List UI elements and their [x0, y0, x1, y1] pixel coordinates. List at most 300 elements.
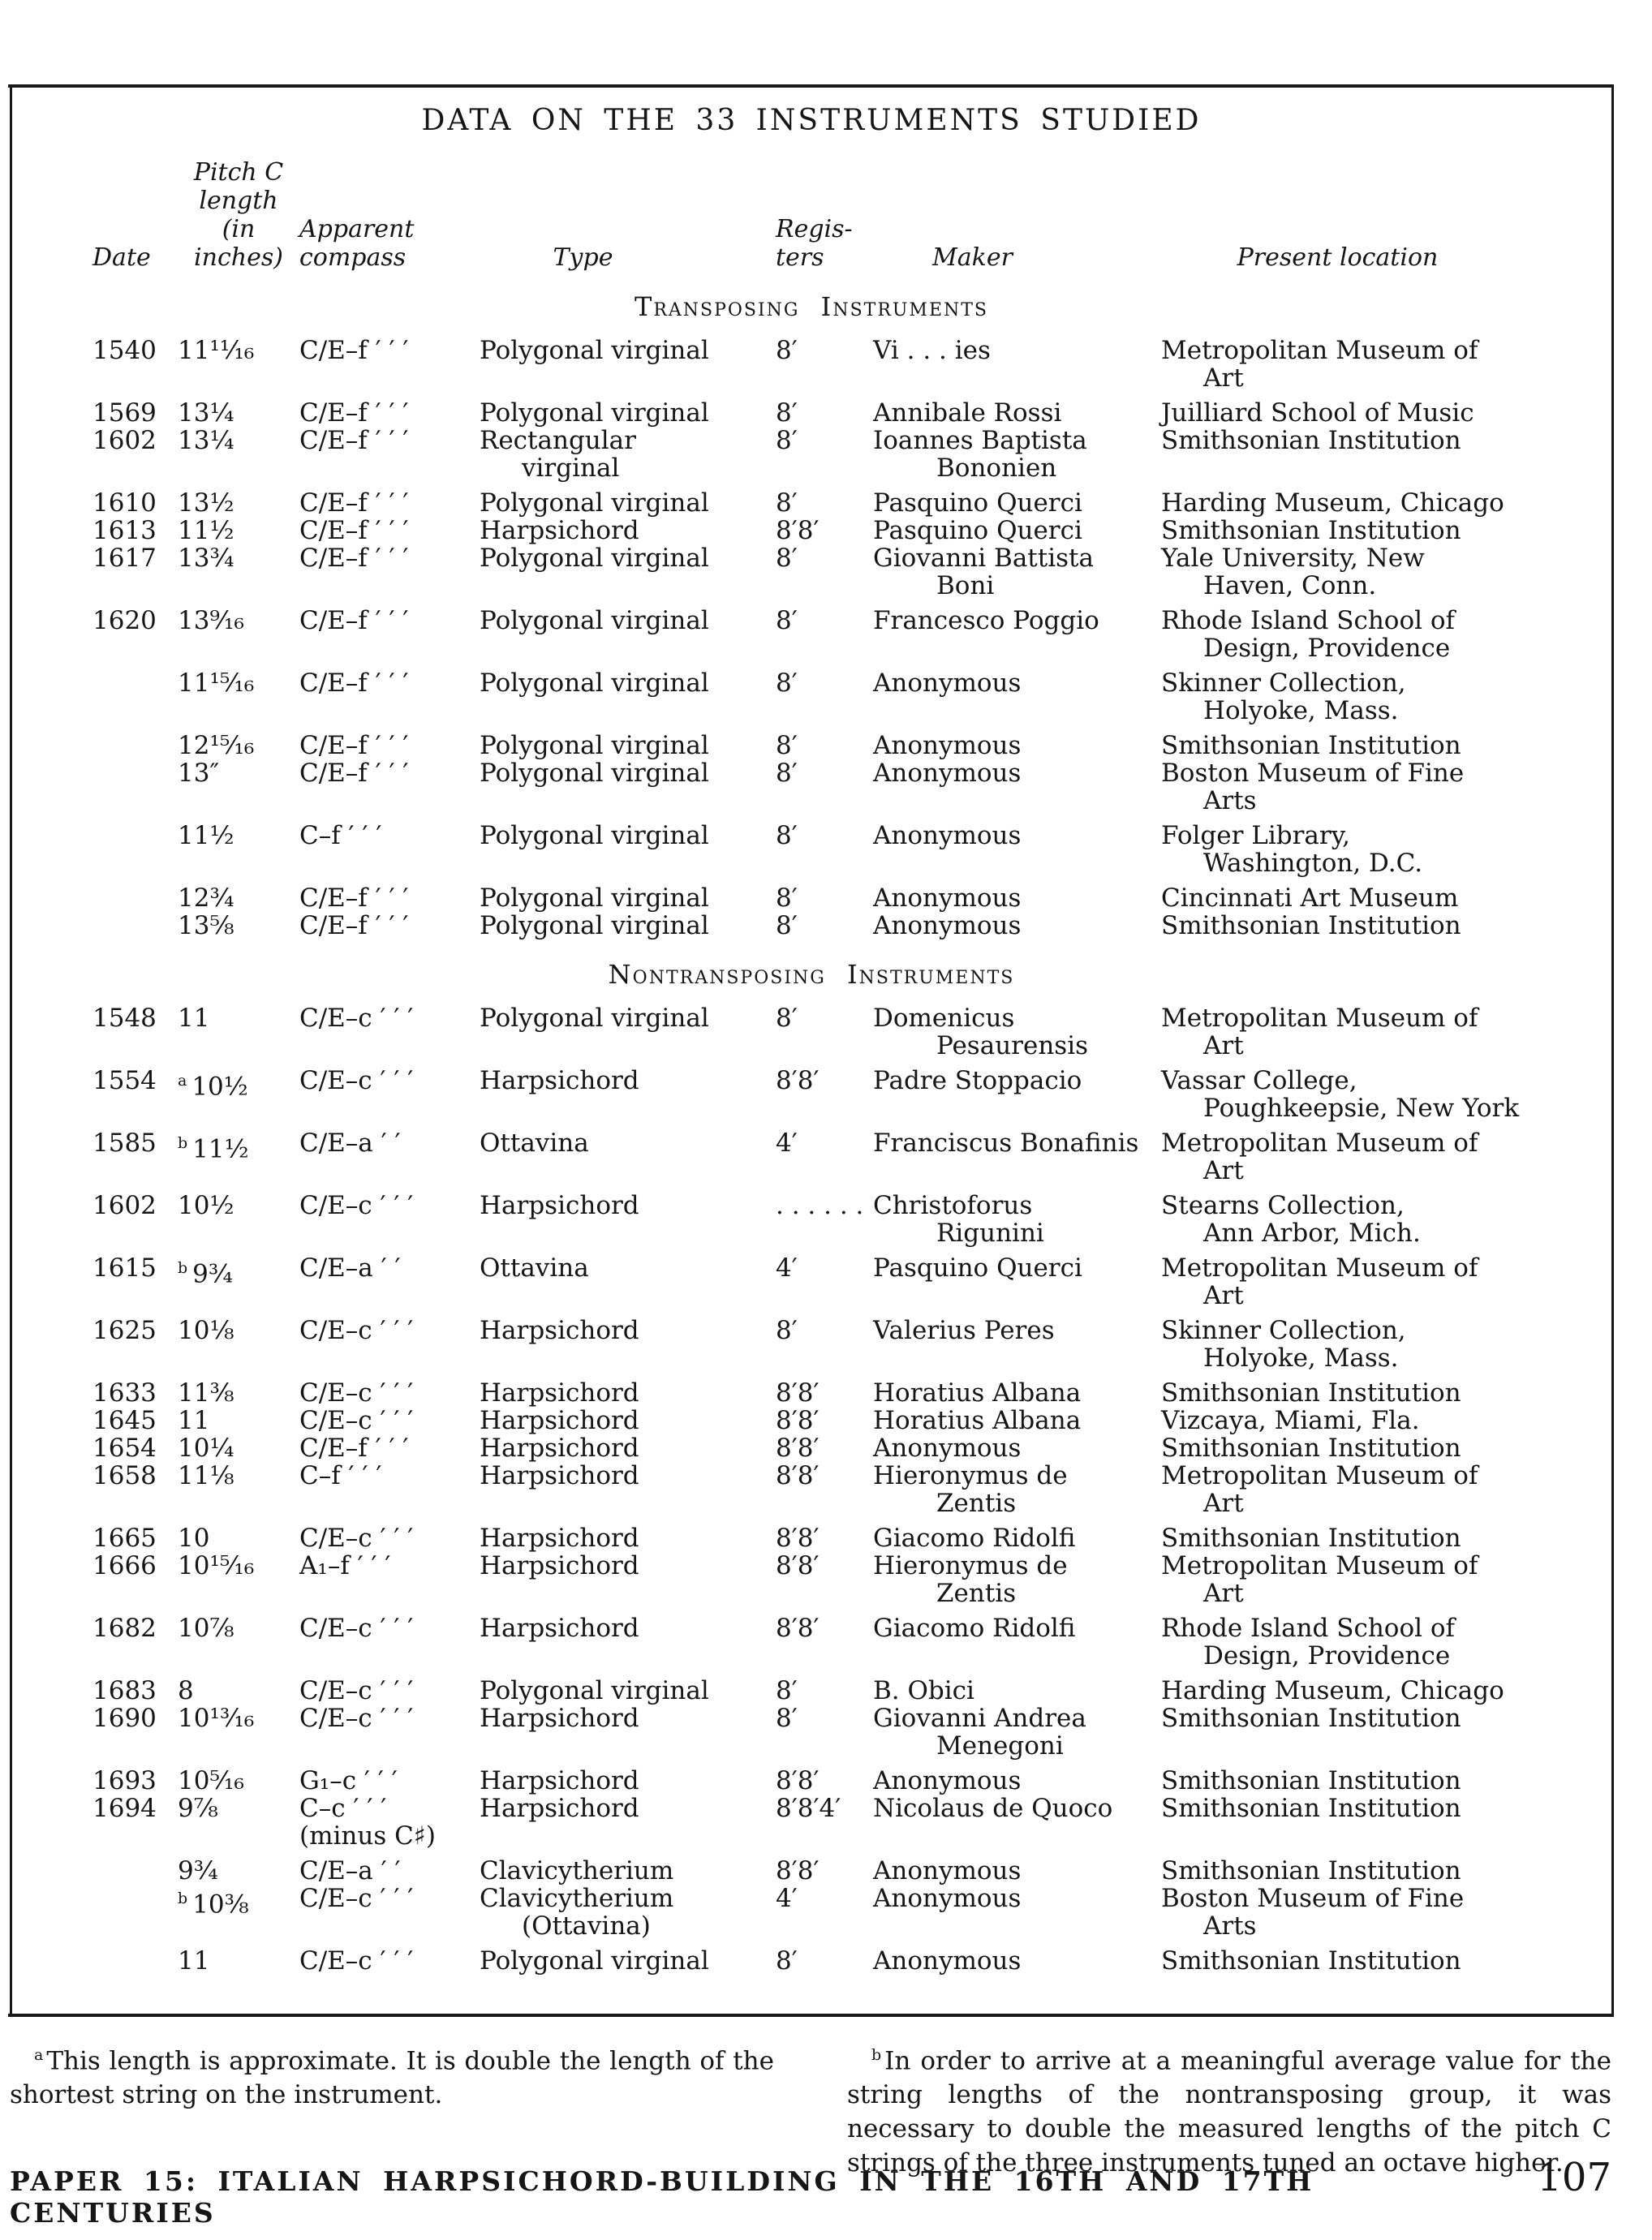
cell-line: Metropolitan Museum of	[1161, 1129, 1478, 1158]
cell-location	[1161, 1129, 1611, 1184]
cell-line: Smithsonian Institution	[1161, 516, 1461, 545]
cell-date	[92, 399, 178, 427]
cell-line: Art	[1203, 1281, 1244, 1310]
cell-line: C/E–f ′ ′ ′	[299, 336, 409, 365]
cell-line: 1554	[92, 1066, 157, 1095]
pitch-value: 12¾	[178, 884, 234, 913]
cell-type	[480, 912, 776, 939]
cell-line: Washington, D.C.	[1203, 849, 1423, 878]
cell-compass	[299, 1947, 480, 1975]
cell-line: C/E–f ′ ′ ′	[299, 911, 409, 940]
cell-line: Juilliard School of Music	[1161, 398, 1474, 428]
cell-line: C/E–f ′ ′ ′	[299, 488, 409, 518]
cell-compass	[299, 1379, 480, 1407]
cell-compass	[299, 1254, 480, 1309]
cell-date	[92, 1254, 178, 1309]
cell-line: 1602	[92, 1191, 157, 1220]
cell-line: Polygonal virginal	[480, 488, 709, 518]
cell-line: Design, Providence	[1203, 1641, 1451, 1670]
cell-line: C/E–c ′ ′ ′	[299, 1704, 414, 1733]
cell-location	[1161, 732, 1611, 759]
cell-line: 1615	[92, 1253, 157, 1283]
cell-line: 8′	[776, 1004, 798, 1033]
table-row	[11, 1524, 1611, 1552]
cell-date	[92, 884, 178, 912]
cell-line: Harding Museum, Chicago	[1161, 1676, 1504, 1705]
cell-pitch	[178, 1885, 299, 1940]
cell-line: Harpsichord	[480, 1066, 639, 1095]
footnote-marker: b	[178, 1134, 188, 1152]
cell-pitch	[178, 544, 299, 600]
cell-location	[1161, 1677, 1611, 1705]
cell-type	[480, 1947, 776, 1975]
cell-line: Polygonal virginal	[480, 884, 709, 913]
section-heading: Nontransposing Instruments	[608, 959, 1015, 990]
cell-line: Cincinnati Art Museum	[1161, 884, 1459, 913]
cell-type	[480, 1192, 776, 1247]
cell-registers	[776, 1614, 873, 1670]
cell-line: Art	[1203, 1579, 1244, 1608]
cell-date	[92, 517, 178, 544]
cell-line: C/E–f ′ ′ ′	[299, 606, 409, 635]
cell-location	[1161, 427, 1611, 482]
cell-line: Smithsonian Institution	[1161, 1378, 1461, 1408]
cell-line: 1658	[92, 1461, 157, 1490]
cell-line: Franciscus Bonafinis	[873, 1129, 1139, 1158]
cell-type	[480, 1767, 776, 1795]
cell-registers	[776, 337, 873, 392]
cell-type	[480, 1462, 776, 1517]
cell-line: Art	[1203, 363, 1244, 393]
cell-date	[92, 1705, 178, 1760]
cell-location	[1161, 1947, 1611, 1975]
cell-line: Polygonal virginal	[480, 669, 709, 698]
cell-line: C/E–f ′ ′ ′	[299, 426, 409, 455]
table-row	[11, 1795, 1611, 1850]
cell-date	[92, 1067, 178, 1122]
cell-registers	[776, 427, 873, 482]
cell-pitch	[178, 427, 299, 482]
cell-line: Smithsonian Institution	[1161, 1794, 1461, 1823]
header-line: Maker	[932, 243, 1013, 272]
cell-line: C/E–c ′ ′ ′	[299, 1946, 414, 1976]
header-line: Pitch C	[193, 158, 284, 187]
cell-line: Holyoke, Mass.	[1203, 1344, 1399, 1373]
cell-line: Zentis	[936, 1489, 1017, 1518]
cell-pitch	[178, 607, 299, 662]
pitch-value: 10⅛	[178, 1316, 234, 1345]
cell-pitch	[178, 1317, 299, 1372]
cell-type	[480, 1524, 776, 1552]
cell-line: Harding Museum, Chicago	[1161, 488, 1504, 518]
cell-line: Art	[1203, 1489, 1244, 1518]
cell-line: Harpsichord	[480, 1766, 639, 1795]
cell-line: 1666	[92, 1551, 157, 1580]
cell-line: Polygonal virginal	[480, 336, 709, 365]
cell-line: Pasquino Querci	[873, 516, 1082, 545]
cell-pitch	[178, 884, 299, 912]
cell-line: Skinner Collection,	[1161, 669, 1406, 698]
cell-location	[1161, 912, 1611, 939]
cell-pitch	[178, 337, 299, 392]
cell-line: 8′8′	[776, 1614, 820, 1643]
cell-line: C/E–f ′ ′ ′	[299, 516, 409, 545]
cell-compass	[299, 1857, 480, 1885]
cell-line: C/E–a ′ ′	[299, 1253, 401, 1283]
cell-line: 1694	[92, 1794, 157, 1823]
cell-registers	[776, 1434, 873, 1462]
column-header-type	[480, 243, 776, 272]
cell-line: Harpsichord	[480, 1524, 639, 1553]
cell-line: 1617	[92, 544, 157, 573]
cell-line: Skinner Collection,	[1161, 1316, 1406, 1345]
cell-line: Metropolitan Museum of	[1161, 1551, 1478, 1580]
cell-line: Zentis	[936, 1579, 1017, 1608]
cell-pitch	[178, 1524, 299, 1552]
table-bottom-rule	[8, 2014, 1614, 2017]
cell-line: Polygonal virginal	[480, 1004, 709, 1033]
cell-line: Polygonal virginal	[480, 1676, 709, 1705]
cell-date	[92, 669, 178, 724]
table-row	[11, 399, 1611, 427]
cell-line: 8′	[776, 488, 798, 518]
cell-type	[480, 544, 776, 600]
cell-compass	[299, 1004, 480, 1060]
cell-pitch	[178, 732, 299, 759]
cell-location	[1161, 1552, 1611, 1607]
pitch-value: 13″	[178, 759, 220, 788]
cell-maker	[873, 1524, 1161, 1552]
pitch-value: 13¾	[178, 544, 234, 573]
table-row	[11, 1462, 1611, 1517]
cell-line: 1665	[92, 1524, 157, 1553]
cell-registers	[776, 607, 873, 662]
cell-line: Valerius Peres	[873, 1316, 1055, 1345]
cell-type	[480, 1379, 776, 1407]
cell-compass	[299, 1524, 480, 1552]
cell-maker	[873, 669, 1161, 724]
cell-pitch	[178, 1067, 299, 1122]
footnote-a-text: This length is approximate. It is double the length of the shortest string on the instrument.	[10, 2046, 774, 2110]
cell-date	[92, 1857, 178, 1885]
header-line: (in	[222, 215, 256, 243]
cell-date	[92, 1767, 178, 1795]
pitch-value: 10⅜	[192, 1890, 249, 1920]
table-row	[11, 1677, 1611, 1705]
cell-line: 8′8′	[776, 1066, 820, 1095]
cell-location	[1161, 1705, 1611, 1760]
cell-type	[480, 884, 776, 912]
cell-line: 1585	[92, 1129, 157, 1158]
cell-line: Stearns Collection,	[1161, 1191, 1405, 1220]
table-row	[11, 912, 1611, 939]
cell-line: Polygonal virginal	[480, 1946, 709, 1976]
cell-line: Arts	[1203, 786, 1257, 815]
header-line: Date	[92, 243, 151, 272]
cell-line: 4′	[776, 1129, 798, 1158]
cell-type	[480, 337, 776, 392]
cell-line: C/E–a ′ ′	[299, 1129, 401, 1158]
cell-date	[92, 1947, 178, 1975]
cell-line: Horatius Albana	[873, 1378, 1082, 1408]
cell-registers	[776, 1885, 873, 1940]
cell-line: Smithsonian Institution	[1161, 1856, 1461, 1885]
table-row	[11, 607, 1611, 662]
cell-line: Pasquino Querci	[873, 488, 1082, 518]
table-header-row	[11, 158, 1611, 272]
cell-registers	[776, 732, 873, 759]
cell-line: Hieronymus de	[873, 1551, 1068, 1580]
table-row	[11, 1004, 1611, 1060]
cell-line: Christoforus	[873, 1191, 1033, 1220]
column-header-compass	[299, 215, 480, 272]
cell-line: Metropolitan Museum of	[1161, 1004, 1478, 1033]
cell-line: 8′	[776, 731, 798, 760]
cell-registers	[776, 544, 873, 600]
table-row	[11, 1129, 1611, 1184]
cell-line: . . . . . .	[776, 1191, 864, 1220]
cell-line: Clavicytherium	[480, 1856, 674, 1885]
table-row	[11, 669, 1611, 724]
cell-line: (minus C♯)	[299, 1821, 436, 1851]
cell-maker	[873, 427, 1161, 482]
footnote-a	[10, 2038, 774, 2112]
cell-line: Smithsonian Institution	[1161, 1434, 1461, 1463]
cell-type	[480, 1705, 776, 1760]
cell-registers	[776, 1552, 873, 1607]
cell-line: Metropolitan Museum of	[1161, 1253, 1478, 1283]
cell-line: 8′8′	[776, 1856, 820, 1885]
cell-line: 8′	[776, 1316, 798, 1345]
cell-line: 1633	[92, 1378, 157, 1408]
page-footer	[10, 2155, 1611, 2229]
pitch-value: 10½	[191, 1072, 248, 1102]
header-line: Present location	[1237, 243, 1439, 272]
cell-line: Harpsichord	[480, 1378, 639, 1408]
cell-line: Bononien	[936, 454, 1057, 483]
pitch-value: 11	[178, 1946, 210, 1976]
cell-maker	[873, 822, 1161, 877]
cell-line: 8′8′	[776, 1551, 820, 1580]
cell-line: C/E–c ′ ′ ′	[299, 1524, 414, 1553]
table-content	[11, 104, 1611, 1975]
cell-compass	[299, 1767, 480, 1795]
cell-registers	[776, 759, 873, 815]
cell-line: Nicolaus de Quoco	[873, 1794, 1113, 1823]
cell-line: Vassar College,	[1161, 1066, 1357, 1095]
cell-pitch	[178, 1677, 299, 1705]
cell-line: C–f ′ ′ ′	[299, 1461, 382, 1490]
cell-type	[480, 759, 776, 815]
cell-line: virginal	[522, 454, 620, 483]
cell-type	[480, 1614, 776, 1670]
cell-line: C/E–c ′ ′ ′	[299, 1614, 414, 1643]
cell-line: 8′8′	[776, 1524, 820, 1553]
table-row	[11, 1434, 1611, 1462]
cell-date	[92, 1614, 178, 1670]
cell-compass	[299, 669, 480, 724]
cell-line: 1645	[92, 1406, 157, 1435]
pitch-value: 11¹⁵⁄₁₆	[178, 669, 255, 698]
footnote-marker: b	[178, 1259, 188, 1277]
cell-date	[92, 489, 178, 517]
pitch-value: 11½	[178, 516, 234, 545]
cell-line: Anonymous	[873, 1856, 1022, 1885]
cell-pitch	[178, 1795, 299, 1850]
cell-maker	[873, 517, 1161, 544]
cell-line: Annibale Rossi	[873, 398, 1062, 428]
pitch-value: 11⅛	[178, 1461, 234, 1490]
cell-type	[480, 1067, 776, 1122]
cell-registers	[776, 1379, 873, 1407]
cell-line: Giacomo Ridolfi	[873, 1524, 1076, 1553]
cell-type	[480, 489, 776, 517]
header-line: inches)	[194, 243, 283, 272]
cell-type	[480, 1795, 776, 1850]
cell-compass	[299, 1462, 480, 1517]
cell-type	[480, 1004, 776, 1060]
cell-date	[92, 1379, 178, 1407]
cell-line: C/E–c ′ ′ ′	[299, 1191, 414, 1220]
cell-compass	[299, 1885, 480, 1940]
cell-line: 8′	[776, 606, 798, 635]
cell-date	[92, 759, 178, 815]
cell-line: 4′	[776, 1253, 798, 1283]
cell-type	[480, 1434, 776, 1462]
cell-line: Domenicus	[873, 1004, 1015, 1033]
cell-line: C–f ′ ′ ′	[299, 821, 382, 850]
pitch-value: 8	[178, 1676, 194, 1705]
cell-line: Padre Stoppacio	[873, 1066, 1082, 1095]
cell-line: Harpsichord	[480, 1461, 639, 1490]
cell-type	[480, 427, 776, 482]
cell-location	[1161, 1857, 1611, 1885]
cell-date	[92, 607, 178, 662]
pitch-value: 9¾	[192, 1259, 233, 1289]
cell-date	[92, 544, 178, 600]
cell-type	[480, 732, 776, 759]
cell-line: Harpsichord	[480, 516, 639, 545]
cell-maker	[873, 1885, 1161, 1940]
cell-compass	[299, 822, 480, 877]
cell-pitch	[178, 1462, 299, 1517]
cell-line: Francesco Poggio	[873, 606, 1099, 635]
cell-compass	[299, 1067, 480, 1122]
cell-location	[1161, 1192, 1611, 1247]
table-row	[11, 1067, 1611, 1122]
column-header-maker	[873, 243, 1161, 272]
cell-line: 8′	[776, 544, 798, 573]
cell-maker	[873, 1407, 1161, 1434]
cell-line: Smithsonian Institution	[1161, 1946, 1461, 1976]
cell-line: C/E–f ′ ′ ′	[299, 1434, 409, 1463]
cell-registers	[776, 1947, 873, 1975]
cell-pitch	[178, 1129, 299, 1184]
cell-registers	[776, 1317, 873, 1372]
cell-line: Polygonal virginal	[480, 398, 709, 428]
cell-pitch	[178, 1192, 299, 1247]
table-row	[11, 1552, 1611, 1607]
cell-line: 8′	[776, 1946, 798, 1976]
cell-line: C/E–f ′ ′ ′	[299, 669, 409, 698]
cell-line: Rhode Island School of	[1161, 1614, 1456, 1643]
cell-line: Harpsichord	[480, 1704, 639, 1733]
pitch-value: 9⅞	[178, 1794, 218, 1823]
cell-registers	[776, 912, 873, 939]
cell-maker	[873, 1129, 1161, 1184]
cell-maker	[873, 884, 1161, 912]
cell-line: C/E–f ′ ′ ′	[299, 398, 409, 428]
table-row	[11, 427, 1611, 482]
cell-compass	[299, 517, 480, 544]
cell-line: Harpsichord	[480, 1316, 639, 1345]
cell-line: Anonymous	[873, 911, 1022, 940]
cell-pitch	[178, 399, 299, 427]
cell-type	[480, 399, 776, 427]
cell-line: C/E–c ′ ′ ′	[299, 1406, 414, 1435]
cell-line: 8′	[776, 426, 798, 455]
cell-pitch	[178, 1947, 299, 1975]
cell-maker	[873, 1947, 1161, 1975]
cell-type	[480, 1885, 776, 1940]
cell-line: A₁–f ′ ′ ′	[299, 1551, 391, 1580]
cell-pitch	[178, 1767, 299, 1795]
cell-line: 8′8′	[776, 1378, 820, 1408]
pitch-value: 11½	[192, 1134, 249, 1164]
pitch-value: 13¼	[178, 398, 234, 428]
cell-registers	[776, 517, 873, 544]
cell-line: 1613	[92, 516, 157, 545]
cell-line: Yale University, New	[1161, 544, 1425, 573]
cell-line: C/E–f ′ ′ ′	[299, 544, 409, 573]
cell-registers	[776, 1857, 873, 1885]
cell-location	[1161, 337, 1611, 392]
table-row	[11, 1885, 1611, 1940]
cell-registers	[776, 822, 873, 877]
cell-maker	[873, 1192, 1161, 1247]
cell-compass	[299, 1795, 480, 1850]
table-row	[11, 1254, 1611, 1309]
pitch-value: 12¹⁵⁄₁₆	[178, 731, 255, 760]
cell-line: Polygonal virginal	[480, 911, 709, 940]
cell-line: Art	[1203, 1156, 1244, 1185]
cell-location	[1161, 1254, 1611, 1309]
cell-location	[1161, 1434, 1611, 1462]
cell-maker	[873, 607, 1161, 662]
cell-location	[1161, 669, 1611, 724]
cell-pitch	[178, 517, 299, 544]
cell-maker	[873, 1004, 1161, 1060]
cell-line: Polygonal virginal	[480, 606, 709, 635]
cell-line: Hieronymus de	[873, 1461, 1068, 1490]
cell-maker	[873, 1552, 1161, 1607]
cell-type	[480, 1857, 776, 1885]
cell-location	[1161, 489, 1611, 517]
cell-line: 8′	[776, 911, 798, 940]
cell-line: Menegoni	[936, 1731, 1064, 1761]
cell-compass	[299, 399, 480, 427]
cell-line: 8′	[776, 884, 798, 913]
cell-registers	[776, 1767, 873, 1795]
cell-date	[92, 337, 178, 392]
table-row	[11, 884, 1611, 912]
cell-pitch	[178, 1434, 299, 1462]
cell-compass	[299, 1705, 480, 1760]
cell-line: 8′8′	[776, 1766, 820, 1795]
cell-line: 8′	[776, 821, 798, 850]
cell-line: 1569	[92, 398, 157, 428]
table-row	[11, 1705, 1611, 1760]
